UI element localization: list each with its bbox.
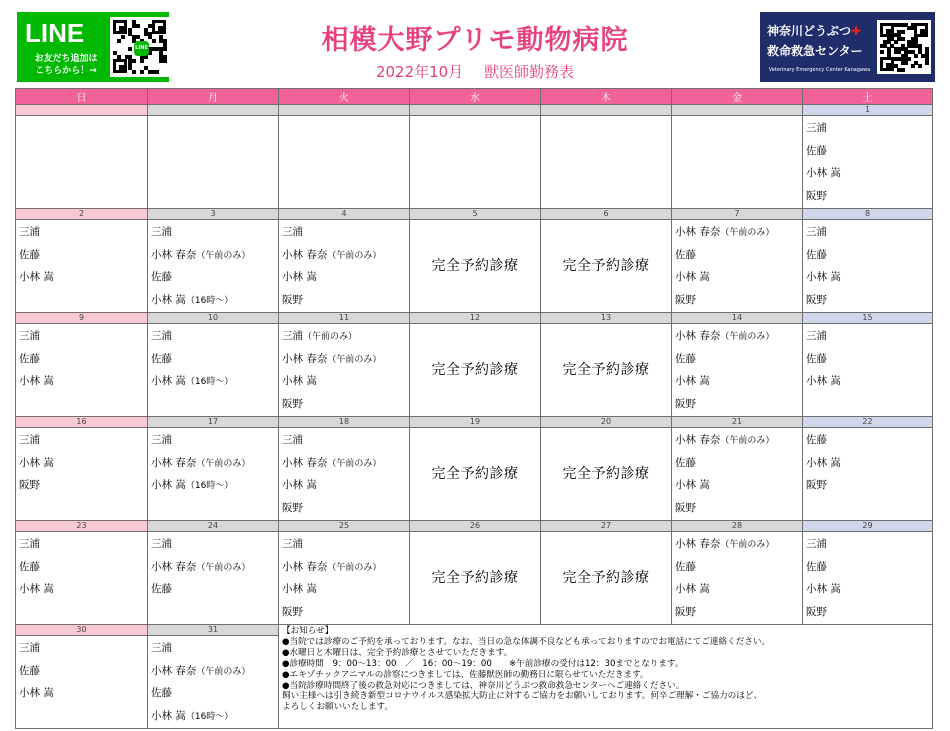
vet-name: 佐藤 <box>19 352 40 365</box>
vet-name: 小林 嵩 <box>675 271 710 283</box>
vet-name: 佐藤 <box>675 560 696 573</box>
date-number: 20 <box>541 417 672 428</box>
vet-name: 佐藤 <box>806 560 827 573</box>
date-number: 25 <box>279 521 410 532</box>
date-number: 3 <box>148 209 279 220</box>
weekday-header: 土 <box>803 89 933 105</box>
reservation-only-label: 完全予約診療 <box>562 258 650 274</box>
shift-cell <box>541 116 672 209</box>
shift-cell <box>16 220 148 313</box>
reservation-only-cell <box>410 324 541 417</box>
vet-name: 佐藤 <box>151 583 172 595</box>
vet-name: 小林 嵩 <box>675 479 710 491</box>
reservation-only-label: 完全予約診療 <box>431 570 519 586</box>
date-number: 31 <box>148 625 279 636</box>
shift-row <box>16 324 933 417</box>
vet-name: 小林 嵩 <box>806 456 841 469</box>
vet-name: 三浦 <box>282 434 303 446</box>
shift-cell <box>410 116 541 209</box>
date-number: 22 <box>803 417 933 428</box>
notice-line: 飼い主様へは引き続き新型コロナウイルス感染拡大防止に対するご協力をお願いしております。何卒ご理解・ご協力のほど、 <box>282 691 763 702</box>
weekday-header: 日 <box>16 89 148 105</box>
date-number: 14 <box>672 313 803 324</box>
date-number: 11 <box>279 313 410 324</box>
date-row <box>16 521 933 532</box>
date-number: 18 <box>279 417 410 428</box>
date-number <box>541 105 672 116</box>
vet-name: 佐藤 <box>151 352 172 365</box>
subtitle-label: 獣医師勤務表 <box>484 63 575 81</box>
notice-line: よろしくお願いいたします。 <box>282 702 394 713</box>
vet-name: 佐藤 <box>151 687 172 699</box>
shift-note: （午前のみ） <box>327 354 382 365</box>
shift-note: （午前のみ） <box>327 458 382 469</box>
reservation-only-label: 完全予約診療 <box>431 362 519 378</box>
shift-row <box>16 116 933 209</box>
emergency-qr-code-icon[interactable] <box>877 20 931 74</box>
date-row <box>16 625 933 636</box>
vet-name: 小林 嵩 <box>282 271 317 283</box>
vet-name: 佐藤 <box>19 560 40 573</box>
date-row <box>16 417 933 428</box>
notice-box <box>279 625 933 729</box>
vet-name: 阪野 <box>806 189 827 202</box>
vet-name: 佐藤 <box>19 664 40 677</box>
vet-name: 小林 嵩 <box>282 583 317 595</box>
shift-cell <box>803 428 933 521</box>
vet-name: 佐藤 <box>806 248 827 261</box>
notice-line: ●診療時間 9：00～13：00 ／ 16：00～19：00 ※午前診療の受付は12：30までとなります。 <box>282 658 684 669</box>
weekday-header: 月 <box>148 89 279 105</box>
vet-name: 三浦 <box>19 226 40 238</box>
vet-name: 阪野 <box>675 293 696 306</box>
notice-line: ●エキゾチックアニマルの診察につきましては、佐藤獣医師の勤務日に限らせていただきます。 <box>282 669 649 680</box>
weekday-header: 水 <box>410 89 541 105</box>
vet-name: 三浦 <box>806 538 827 550</box>
vet-name: 三浦 <box>19 434 40 446</box>
vet-name: 佐藤 <box>675 248 696 261</box>
reservation-only-cell <box>410 220 541 313</box>
reservation-only-cell <box>410 428 541 521</box>
reservation-only-label: 完全予約診療 <box>562 362 650 378</box>
weekday-header-row <box>16 89 933 105</box>
shift-row <box>16 220 933 313</box>
vet-name: 三浦 <box>151 538 172 550</box>
shift-cell <box>148 116 279 209</box>
shift-cell <box>803 220 933 313</box>
date-row <box>16 209 933 220</box>
shift-cell <box>279 324 410 417</box>
vet-name: 佐藤 <box>806 352 827 365</box>
date-number: 6 <box>541 209 672 220</box>
vet-name: 小林 嵩 <box>806 375 841 387</box>
date-number: 16 <box>16 417 148 428</box>
vet-name: 三浦（午前のみ） <box>282 330 358 342</box>
notice-line: ●水曜日と木曜日は、完全予約診療とさせていただきます。 <box>282 647 513 658</box>
shift-cell <box>803 116 933 209</box>
date-number: 8 <box>803 209 933 220</box>
vet-name: 小林 嵩（16時～） <box>151 375 234 387</box>
vet-name: 阪野 <box>806 479 827 491</box>
date-number: 1 <box>803 105 933 116</box>
shift-cell <box>148 636 279 729</box>
vet-name: 阪野 <box>282 605 303 618</box>
vet-name: 三浦 <box>19 642 40 654</box>
reservation-only-cell <box>541 428 672 521</box>
shift-cell <box>672 324 803 417</box>
shift-cell <box>148 324 279 417</box>
emergency-center-name: 神奈川どうぶつ✚ <box>767 24 862 38</box>
shift-cell <box>279 532 410 625</box>
shift-cell <box>672 532 803 625</box>
date-number: 24 <box>148 521 279 532</box>
date-number: 30 <box>16 625 148 636</box>
vet-name: 小林 春奈（午前のみ） <box>151 664 251 677</box>
shift-note: （午前のみ） <box>327 562 382 573</box>
vet-name: 三浦 <box>19 330 40 342</box>
shift-cell <box>672 220 803 313</box>
shift-note: （16時～） <box>185 295 234 306</box>
vet-name: 佐藤 <box>675 456 696 469</box>
emergency-center-banner[interactable] <box>760 12 935 82</box>
reservation-only-label: 完全予約診療 <box>431 466 519 482</box>
shift-note: （午前のみ） <box>720 228 775 238</box>
vet-name: 小林 嵩 <box>806 271 841 283</box>
reservation-only-cell <box>541 324 672 417</box>
shift-cell <box>279 428 410 521</box>
date-number: 12 <box>410 313 541 324</box>
shift-cell <box>16 116 148 209</box>
vet-name: 小林 春奈（午前のみ） <box>675 330 775 342</box>
line-mark-icon: LINE <box>134 41 149 56</box>
date-number <box>279 105 410 116</box>
shift-note: （午前のみ） <box>720 540 775 550</box>
vet-name: 阪野 <box>282 397 303 410</box>
date-number: 9 <box>16 313 148 324</box>
shift-cell <box>803 324 933 417</box>
vet-name: 小林 嵩 <box>675 375 710 387</box>
date-number: 29 <box>803 521 933 532</box>
vet-name: 三浦 <box>19 538 40 550</box>
vet-name: 阪野 <box>675 397 696 410</box>
shift-note: （午前のみ） <box>720 436 775 446</box>
vet-name: 三浦 <box>151 434 172 446</box>
vet-name: 小林 春奈（午前のみ） <box>675 538 775 550</box>
shift-cell <box>16 532 148 625</box>
shift-cell <box>16 428 148 521</box>
vet-name: 小林 春奈（午前のみ） <box>151 560 251 573</box>
vet-name: 小林 嵩 <box>806 167 841 179</box>
vet-name: 小林 春奈（午前のみ） <box>282 456 382 469</box>
date-number: 10 <box>148 313 279 324</box>
vet-name: 阪野 <box>675 501 696 514</box>
vet-name: 小林 嵩 <box>19 456 54 469</box>
vet-name: 三浦 <box>151 642 172 654</box>
shift-note: （午前のみ） <box>327 250 382 261</box>
vet-name: 三浦 <box>282 226 303 238</box>
date-number <box>16 105 148 116</box>
vet-name: 佐藤 <box>806 434 827 446</box>
vet-name: 小林 春奈（午前のみ） <box>151 456 251 469</box>
date-number: 26 <box>410 521 541 532</box>
vet-name: 三浦 <box>806 122 827 134</box>
shift-note: （午前のみ） <box>196 562 251 573</box>
date-number: 28 <box>672 521 803 532</box>
vet-name: 小林 嵩（16時～） <box>151 293 234 306</box>
shift-cell <box>148 428 279 521</box>
vet-name: 三浦 <box>151 330 172 342</box>
date-number <box>410 105 541 116</box>
notice-line: 【お知らせ】 <box>282 626 334 636</box>
vet-name: 阪野 <box>282 293 303 306</box>
vet-name: 阪野 <box>19 479 40 491</box>
date-number: 27 <box>541 521 672 532</box>
date-number: 2 <box>16 209 148 220</box>
vet-name: 小林 春奈（午前のみ） <box>282 560 382 573</box>
shift-cell <box>16 636 148 729</box>
red-cross-icon: ✚ <box>851 24 862 38</box>
vet-name: 三浦 <box>806 330 827 342</box>
emergency-center-english: Veterinary Emergency Center Kanagawa <box>768 67 871 73</box>
shift-cell <box>16 324 148 417</box>
subtitle-month: 2022年10月 <box>375 63 464 81</box>
shift-row <box>16 532 933 625</box>
line-logo: LINE <box>25 18 85 48</box>
notice-line: ●当院では診療のご予約を承っております。なお、当日の急な体調不良なども承っておりますのでお電話にてご連絡ください。 <box>282 636 771 647</box>
vet-name: 三浦 <box>282 538 303 550</box>
vet-name: 佐藤 <box>151 271 172 283</box>
notice-line: ●当院診療時間終了後の救急対応につきましては、神奈川どうぶつ救命救急センターへご連絡ください。 <box>282 680 685 691</box>
date-number: 17 <box>148 417 279 428</box>
shift-cell <box>672 428 803 521</box>
shift-cell <box>672 116 803 209</box>
date-row <box>16 313 933 324</box>
vet-name: 阪野 <box>806 293 827 306</box>
emergency-center-name-2: 救命救急センター <box>767 44 863 58</box>
shift-note: （16時～） <box>185 377 234 387</box>
shift-row <box>16 428 933 521</box>
shift-note: （午前のみ） <box>720 332 775 342</box>
vet-name: 小林 嵩（16時～） <box>151 709 234 722</box>
vet-name: 佐藤 <box>675 352 696 365</box>
reservation-only-label: 完全予約診療 <box>431 258 519 274</box>
reservation-only-cell <box>541 532 672 625</box>
vet-name: 阪野 <box>806 605 827 618</box>
vet-name: 小林 春奈（午前のみ） <box>675 226 775 238</box>
date-number: 15 <box>803 313 933 324</box>
shift-note: （16時～） <box>185 481 234 491</box>
date-number: 13 <box>541 313 672 324</box>
vet-name: 小林 嵩 <box>806 583 841 595</box>
vet-name: 小林 春奈（午前のみ） <box>151 248 251 261</box>
vet-name: 小林 嵩 <box>19 687 54 699</box>
vet-name: 阪野 <box>675 605 696 618</box>
shift-note: （16時～） <box>185 711 234 722</box>
date-row <box>16 105 933 116</box>
shift-cell <box>803 532 933 625</box>
vet-name: 三浦 <box>806 226 827 238</box>
date-number: 4 <box>279 209 410 220</box>
vet-name: 小林 春奈（午前のみ） <box>282 248 382 261</box>
weekday-header: 火 <box>279 89 410 105</box>
weekday-header: 木 <box>541 89 672 105</box>
shift-cell <box>279 116 410 209</box>
vet-name: 小林 嵩 <box>282 479 317 491</box>
vet-name: 阪野 <box>282 501 303 514</box>
reservation-only-label: 完全予約診療 <box>562 466 650 482</box>
vet-name: 小林 嵩 <box>282 375 317 387</box>
date-number: 21 <box>672 417 803 428</box>
reservation-only-label: 完全予約診療 <box>562 570 650 586</box>
vet-name: 小林 春奈（午前のみ） <box>675 434 775 446</box>
line-caption: お友だち追加は こちらから！→ <box>34 54 98 76</box>
vet-name: 小林 春奈（午前のみ） <box>282 352 382 365</box>
shift-cell <box>148 532 279 625</box>
shift-note: （午前のみ） <box>196 458 251 469</box>
date-number <box>672 105 803 116</box>
shift-note: （午前のみ） <box>196 250 251 261</box>
date-number: 19 <box>410 417 541 428</box>
vet-name: 小林 嵩（16時～） <box>151 479 234 491</box>
shift-note: （午前のみ） <box>303 332 358 342</box>
reservation-only-cell <box>541 220 672 313</box>
shift-note: （午前のみ） <box>196 666 251 677</box>
date-number: 7 <box>672 209 803 220</box>
shift-cell <box>148 220 279 313</box>
vet-name: 小林 嵩 <box>19 375 54 387</box>
weekday-header: 金 <box>672 89 803 105</box>
vet-name: 三浦 <box>151 226 172 238</box>
shift-cell <box>279 220 410 313</box>
vet-name: 小林 嵩 <box>19 583 54 595</box>
date-number <box>148 105 279 116</box>
vet-name: 小林 嵩 <box>19 271 54 283</box>
page-title: 相模大野プリモ動物病院 <box>321 25 629 56</box>
vet-name: 佐藤 <box>19 248 40 261</box>
date-number: 23 <box>16 521 148 532</box>
reservation-only-cell <box>410 532 541 625</box>
vet-name: 小林 嵩 <box>675 583 710 595</box>
date-number: 5 <box>410 209 541 220</box>
shift-calendar <box>15 88 933 729</box>
vet-name: 佐藤 <box>806 144 827 157</box>
